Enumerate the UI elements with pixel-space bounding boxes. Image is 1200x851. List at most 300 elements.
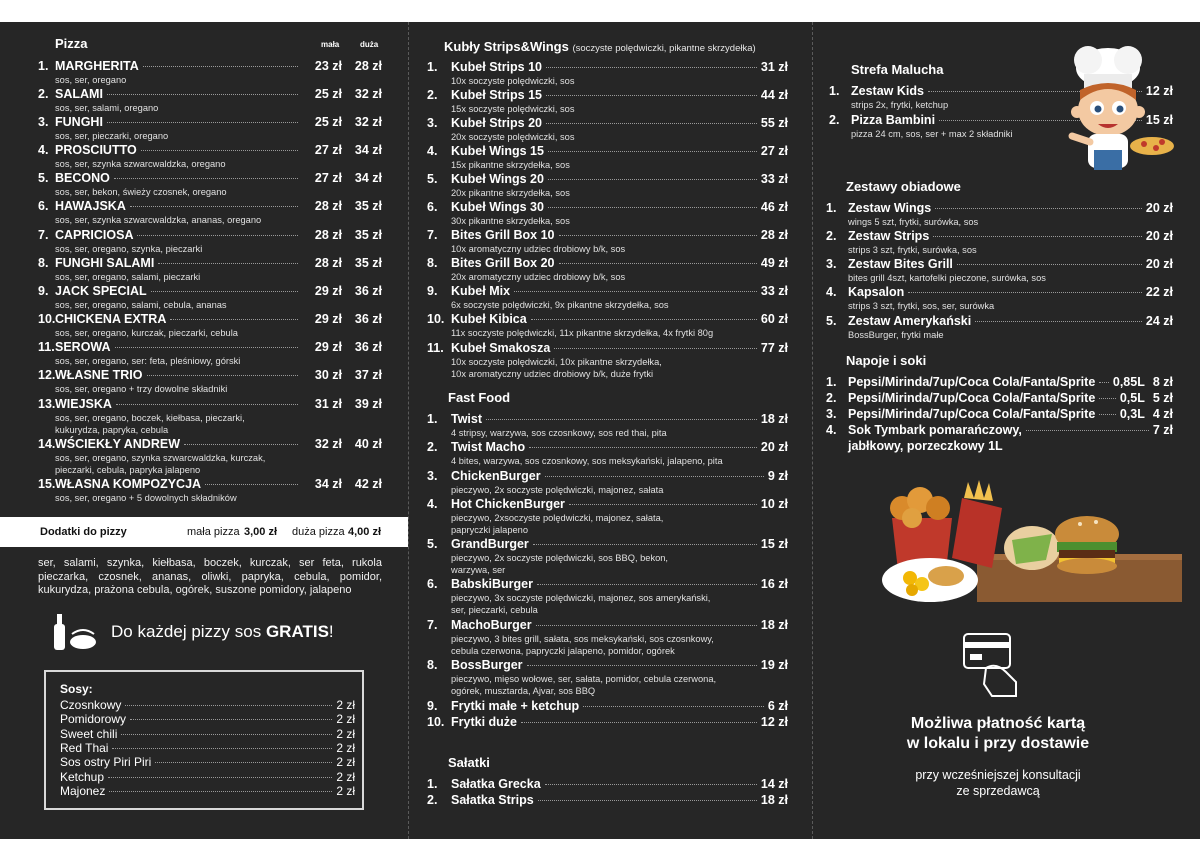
item-description: pieczarki, cebula, papryka jalapeno — [55, 465, 201, 475]
menu-item-row — [427, 469, 788, 483]
item-price: 7 zł — [1152, 423, 1173, 437]
sauce-price: 2 zł — [336, 726, 355, 741]
sauce-price: 2 zł — [336, 740, 355, 755]
item-name: Kubeł Mix — [451, 284, 511, 298]
item-number: 6. — [427, 577, 438, 591]
item-number: 13. — [38, 397, 56, 411]
item-price: 20 zł — [1145, 201, 1173, 215]
item-name: BabskiBurger — [451, 577, 533, 591]
addons-band — [0, 517, 408, 547]
item-price-large: 36 zł — [354, 340, 382, 354]
item-number: 7. — [427, 618, 438, 632]
item-name: JACK SPECIAL — [55, 284, 147, 298]
item-price-small: 28 zł — [314, 199, 342, 213]
item-name: MachoBurger — [451, 618, 532, 632]
sauces-box — [44, 670, 364, 810]
item-name: MARGHERITA — [55, 59, 139, 73]
dot-leader — [548, 151, 757, 152]
item-name: Kubeł Kibica — [451, 312, 527, 326]
dot-leader — [546, 95, 757, 96]
item-price: 44 zł — [760, 88, 788, 102]
payment-line-1: Możliwa płatność kartą — [910, 715, 1086, 732]
item-number: 14. — [38, 437, 56, 451]
item-description: bites grill 4szt, kartofelki pieczone, surówka, sos — [848, 273, 1046, 283]
addons-title: Dodatki do pizzy — [40, 526, 127, 538]
sauce-name: Pomidorowy — [60, 712, 127, 727]
item-price: 55 zł — [760, 116, 788, 130]
item-name: Sałatka Strips — [451, 793, 534, 807]
item-number: 8. — [427, 658, 438, 672]
item-price-large: 32 zł — [354, 115, 382, 129]
item-price: 20 zł — [760, 440, 788, 454]
item-size: 0,5L — [1119, 391, 1145, 405]
item-name: Kubeł Strips 10 — [451, 60, 542, 74]
menu-item-row — [38, 368, 382, 382]
item-price-small: 34 zł — [314, 477, 342, 491]
menu-item-row — [427, 412, 788, 426]
item-number: 2. — [829, 113, 840, 127]
item-number: 9. — [38, 284, 49, 298]
item-description: sos, ser, oregano, salami, pieczarki — [55, 272, 201, 282]
item-description: 6x soczyste polędwiczki, 9x pikantne skrzydełka, sos — [451, 300, 669, 310]
item-number: 6. — [38, 199, 49, 213]
item-description: strips 3 szt, frytki, surówka, sos — [848, 245, 977, 255]
item-description: wings 5 szt, frytki, surówka, sos — [848, 217, 979, 227]
dot-leader — [514, 291, 757, 292]
menu-item-row — [427, 116, 788, 130]
sauce-name: Czosnkowy — [60, 698, 122, 712]
dot-leader — [1099, 414, 1116, 415]
item-price-large: 34 zł — [354, 143, 382, 157]
item-number: 2. — [38, 87, 49, 101]
item-number: 4. — [826, 423, 837, 437]
item-name: WŁASNA KOMPOZYCJA — [55, 477, 202, 491]
item-price-small: 28 zł — [314, 256, 342, 270]
addons-list: ser, salami, szynka, kiełbasa, boczek, kurczak, ser feta, rukola pieczarka, czosnek, ananas, oliwki, papryka, cebula, pomidor, kukurydza, prażona cebula, ogórek, suszone pomidory, jalapeno — [38, 557, 382, 596]
item-name: Kubeł Strips 20 — [451, 116, 542, 130]
sauce-name: Red Thai — [60, 740, 109, 755]
item-name: Kubeł Wings 30 — [451, 200, 544, 214]
item-description: 20x soczyste polędwiczki, sos — [451, 132, 575, 142]
menu-item-row — [38, 115, 382, 129]
item-number: 4. — [38, 143, 49, 157]
item-description: 10x soczyste polędwiczki, sos — [451, 76, 575, 86]
menu-item-row — [427, 658, 788, 672]
item-number: 5. — [427, 537, 438, 551]
sauce-row — [60, 712, 355, 726]
item-description: sos, ser, szynka szwarcwaldzka, ananas, oregano — [55, 215, 262, 225]
dot-leader — [559, 235, 757, 236]
item-description: sos, ser, szynka szwarcwaldzka, oregano — [55, 159, 226, 169]
menu-item-row — [427, 88, 788, 102]
menu-item-row — [427, 341, 788, 355]
item-name: FUNGHI — [55, 115, 103, 129]
sauce-row — [60, 698, 355, 712]
item-price: 12 zł — [760, 715, 788, 729]
menu-item-row — [427, 200, 788, 214]
item-number: 5. — [38, 171, 49, 185]
item-name: Twist — [451, 412, 483, 426]
item-price-small: 29 zł — [314, 340, 342, 354]
menu-item-row — [38, 284, 382, 298]
item-price: 10 zł — [760, 497, 788, 511]
menu-item-row — [427, 256, 788, 270]
item-number: 10. — [427, 312, 445, 326]
dot-leader — [533, 544, 757, 545]
item-price-small: 29 zł — [314, 312, 342, 326]
dot-leader — [205, 484, 298, 485]
item-description: pieczywo, 2xsoczyste polędwiczki, majonez, sałata, — [451, 513, 664, 523]
item-description: ser, pieczarki, cebula — [451, 605, 538, 615]
item-number: 15. — [38, 477, 56, 491]
dot-leader — [125, 705, 332, 706]
item-price: 20 zł — [1145, 257, 1173, 271]
dot-leader — [537, 584, 757, 585]
item-number: 10. — [427, 715, 445, 729]
item-name: Frytki małe + ketchup — [451, 699, 580, 713]
item-price-large: 28 zł — [354, 59, 382, 73]
item-name: Kubeł Wings 20 — [451, 172, 544, 186]
item-name: GrandBurger — [451, 537, 529, 551]
menu-item-row — [38, 228, 382, 242]
item-name: Twist Macho — [451, 440, 526, 454]
item-name: Kapsalon — [848, 285, 905, 299]
menu-item-row — [38, 87, 382, 101]
item-description: 10x soczyste polędwiczki, 10x pikantne skrzydełka, — [451, 357, 662, 367]
item-number: 1. — [826, 375, 837, 389]
item-name: Sałatka Grecka — [451, 777, 541, 791]
menu-item-row — [427, 497, 788, 511]
dot-leader — [107, 122, 298, 123]
dot-leader — [908, 292, 1142, 293]
menu-item-row — [826, 375, 1173, 389]
dot-leader — [1099, 382, 1109, 383]
pizza-title: Pizza — [55, 36, 88, 51]
fastfood-title: Fast Food — [448, 390, 511, 405]
buckets-title: Kubły Strips&Wings (soczyste polędwiczki, pikantne skrzydełka) — [444, 39, 756, 54]
menu-item-row — [427, 618, 788, 632]
dot-leader — [158, 263, 298, 264]
item-description: kukurydza, papryka, cebula — [55, 425, 169, 435]
menu-item-row — [38, 397, 382, 411]
item-number: 7. — [427, 228, 438, 242]
dot-leader — [141, 150, 298, 151]
item-number: 11. — [427, 341, 444, 355]
item-name: WIEJSKA — [55, 397, 112, 411]
menu-item-row — [826, 257, 1173, 271]
dot-leader — [130, 719, 332, 720]
item-price: 12 zł — [1145, 84, 1173, 98]
item-name: Pepsi/Mirinda/7up/Coca Cola/Fanta/Sprite — [848, 375, 1096, 389]
sauce-price: 2 zł — [336, 712, 355, 727]
menu-item-row — [427, 537, 788, 551]
item-description: 15x soczyste polędwiczki, sos — [451, 104, 575, 114]
item-price: 33 zł — [760, 172, 788, 186]
item-price: 15 zł — [760, 537, 788, 551]
item-number: 8. — [427, 256, 438, 270]
dot-leader — [1026, 430, 1149, 431]
sauce-bottle-icon — [50, 612, 98, 657]
sauce-price: 2 zł — [336, 769, 355, 784]
item-price: 8 zł — [1152, 375, 1173, 389]
item-description: 4 stripsy, warzywa, sos czosnkowy, sos red thai, pita — [451, 428, 667, 438]
menu-item-row — [427, 228, 788, 242]
item-price-small: 23 zł — [314, 59, 342, 73]
item-description: sos, ser, bekon, świeży czosnek, oregano — [55, 187, 227, 197]
item-number: 4. — [427, 497, 438, 511]
item-description: sos, ser, oregano, szynka szwarcwaldzka, kurczak, — [55, 453, 266, 463]
item-description: pizza 24 cm, sos, ser + max 2 składniki — [851, 129, 1013, 139]
item-number: 1. — [826, 201, 837, 215]
item-description: ogórek, musztarda, Ajvar, sos BBQ — [451, 686, 596, 696]
menu-item-row — [826, 314, 1173, 328]
item-description: strips 3 szt, frytki, sos, ser, surówka — [848, 301, 995, 311]
item-price-small: 25 zł — [314, 115, 342, 129]
dot-leader — [957, 264, 1142, 265]
item-number: 3. — [427, 116, 438, 130]
item-name: ChickenBurger — [451, 469, 541, 483]
dot-leader — [933, 236, 1142, 237]
item-description: sos, ser, oregano + 5 dowolnych składników — [55, 493, 237, 503]
item-name: Sok Tymbark pomarańczowy, — [848, 423, 1022, 437]
item-size: 0,3L — [1119, 407, 1145, 421]
item-description: 15x pikantne skrzydełka, sos — [451, 160, 570, 170]
item-number: 1. — [427, 777, 438, 791]
dot-leader — [130, 206, 298, 207]
item-price: 60 zł — [760, 312, 788, 326]
item-description: warzywa, ser — [451, 565, 506, 575]
menu-item-row — [427, 284, 788, 298]
dot-leader — [147, 375, 299, 376]
item-price: 77 zł — [760, 341, 788, 355]
item-size: 0,85L — [1112, 375, 1145, 389]
item-price: 15 zł — [1145, 113, 1173, 127]
menu-item-row — [427, 440, 788, 454]
sauce-price: 2 zł — [336, 783, 355, 798]
item-name: BECONO — [55, 171, 110, 185]
item-price: 16 zł — [760, 577, 788, 591]
item-price-small: 27 zł — [314, 143, 342, 157]
item-number: 5. — [427, 172, 438, 186]
item-number: 1. — [427, 412, 438, 426]
item-price: 22 zł — [1145, 285, 1173, 299]
item-number: 7. — [38, 228, 49, 242]
item-description: 4 bites, warzywa, sos czosnkowy, sos meksykański, jalapeno, pita — [451, 456, 723, 466]
menu-item-row — [38, 199, 382, 213]
item-name: Bites Grill Box 10 — [451, 228, 555, 242]
dot-leader — [143, 66, 298, 67]
item-name: Pepsi/Mirinda/7up/Coca Cola/Fanta/Sprite — [848, 407, 1096, 421]
item-description: pieczywo, 2x soczyste polędwiczki, majonez, sałata — [451, 485, 664, 495]
item-name: SALAMI — [55, 87, 103, 101]
item-name: BossBurger — [451, 658, 523, 672]
item-name: Zestaw Strips — [848, 229, 930, 243]
dot-leader — [538, 800, 757, 801]
item-price: 19 zł — [760, 658, 788, 672]
menu-item-row — [826, 229, 1173, 243]
item-price-small: 29 zł — [314, 284, 342, 298]
item-price: 4 zł — [1152, 407, 1173, 421]
item-description: pieczywo, 3 bites grill, sałata, sos meksykański, sos czosnkowy, — [451, 634, 714, 644]
item-number: 1. — [829, 84, 840, 98]
dot-leader — [548, 179, 757, 180]
item-number: 9. — [427, 699, 438, 713]
pizza-col-large: duża — [360, 40, 379, 49]
menu-item-row — [427, 144, 788, 158]
item-description: sos, ser, oregano — [55, 75, 127, 85]
item-price: 27 zł — [760, 144, 788, 158]
dot-leader — [527, 665, 757, 666]
item-price: 46 zł — [760, 200, 788, 214]
dot-leader — [121, 734, 332, 735]
item-price: 33 zł — [760, 284, 788, 298]
dot-leader — [184, 444, 298, 445]
item-name: CHICKENA EXTRA — [55, 312, 167, 326]
dot-leader — [155, 762, 332, 763]
dot-leader — [531, 319, 757, 320]
dot-leader — [115, 347, 298, 348]
menu-item-row — [38, 312, 382, 326]
dot-leader — [521, 722, 757, 723]
item-name: Kubeł Strips 15 — [451, 88, 542, 102]
item-description: sos, ser, oregano, salami, cebula, ananas — [55, 300, 227, 310]
item-description: 11x soczyste polędwiczki, 11x pikantne skrzydełka, 4x frytki 80g — [451, 328, 714, 338]
menu-item-row — [38, 256, 382, 270]
item-description: pieczywo, 2x soczyste polędwiczki, sos BBQ, bekon, — [451, 553, 669, 563]
item-number: 4. — [826, 285, 837, 299]
sauce-row — [60, 784, 355, 798]
item-description: sos, ser, oregano + trzy dowolne składniki — [55, 384, 228, 394]
item-number: 1. — [427, 60, 438, 74]
sauce-name: Ketchup — [60, 769, 105, 784]
item-number: 9. — [427, 284, 438, 298]
item-description: 20x aromatyczny udziec drobiowy b/k, sos — [451, 272, 626, 282]
addons-small-price: 3,00 zł — [244, 526, 278, 538]
item-price-small: 27 zł — [314, 171, 342, 185]
item-price: 20 zł — [1145, 229, 1173, 243]
item-price: 9 zł — [767, 469, 788, 483]
dot-leader — [108, 777, 332, 778]
dot-leader — [486, 419, 757, 420]
item-number: 8. — [38, 256, 49, 270]
sauce-row — [60, 755, 355, 769]
dot-leader — [545, 476, 764, 477]
item-price-large: 36 zł — [354, 284, 382, 298]
item-number: 10. — [38, 312, 56, 326]
item-name: Pepsi/Mirinda/7up/Coca Cola/Fanta/Sprite — [848, 391, 1096, 405]
item-name: Kubeł Wings 15 — [451, 144, 544, 158]
item-number: 2. — [427, 793, 438, 807]
item-name: Frytki duże — [451, 715, 517, 729]
menu-item-row — [826, 391, 1173, 405]
item-number: 3. — [826, 257, 837, 271]
item-description: papryczki jalapeno — [451, 525, 529, 535]
item-price-small: 25 zł — [314, 87, 342, 101]
item-description: BossBurger, frytki małe — [848, 330, 944, 340]
lunch-title: Zestawy obiadowe — [846, 179, 961, 194]
item-description: 10x aromatyczny udziec drobiowy b/k, sos — [451, 244, 626, 254]
pizza-col-small: mała — [321, 40, 340, 49]
item-number: 2. — [427, 88, 438, 102]
sauce-row — [60, 741, 355, 755]
dot-leader — [137, 235, 298, 236]
item-name: FUNGHI SALAMI — [55, 256, 155, 270]
item-number: 2. — [427, 440, 438, 454]
item-price: 18 zł — [760, 412, 788, 426]
dot-leader — [569, 504, 757, 505]
payment-line-3: przy wcześniejszej konsultacji — [915, 768, 1081, 782]
item-name: Bites Grill Box 20 — [451, 256, 555, 270]
item-number: 3. — [427, 469, 438, 483]
item-price-large: 40 zł — [354, 437, 382, 451]
item-description: sos, ser, oregano, ser: feta, pleśniowy, górski — [55, 356, 241, 366]
addons-large-label: duża pizza — [292, 526, 345, 538]
drink-name-line-2: jabłkowy, porzeczkowy 1L — [848, 439, 1003, 453]
item-price-large: 36 zł — [354, 312, 382, 326]
item-name: PROSCIUTTO — [55, 143, 137, 157]
menu-item-row — [38, 340, 382, 354]
item-number: 11. — [38, 340, 55, 354]
item-description: sos, ser, pieczarki, oregano — [55, 131, 169, 141]
item-number: 3. — [826, 407, 837, 421]
item-description: sos, ser, oregano, szynka, pieczarki — [55, 244, 203, 254]
salads-title: Sałatki — [448, 755, 490, 770]
dot-leader — [529, 447, 757, 448]
card-payment-icon — [956, 630, 1036, 705]
item-number: 2. — [826, 391, 837, 405]
sauce-name: Sos ostry Piri Piri — [60, 755, 152, 770]
sauce-row — [60, 727, 355, 741]
item-price-large: 37 zł — [354, 368, 382, 382]
item-price-large: 42 zł — [354, 477, 382, 491]
item-description: pieczywo, 3x soczyste polędwiczki, majonez, sos amerykański, — [451, 593, 711, 603]
item-name: Zestaw Bites Grill — [848, 257, 953, 271]
item-name: HAWAJSKA — [55, 199, 126, 213]
item-name: Kubeł Smakosza — [451, 341, 551, 355]
sauce-name: Majonez — [60, 783, 106, 798]
addons-small-label: mała pizza — [187, 526, 240, 538]
menu-item-row — [427, 312, 788, 326]
item-number: 12. — [38, 368, 56, 382]
item-price-small: 30 zł — [314, 368, 342, 382]
dot-leader — [114, 178, 298, 179]
drinks-title: Napoje i soki — [846, 353, 927, 368]
menu-item-row — [38, 59, 382, 73]
dot-leader — [112, 748, 332, 749]
item-price-large: 35 zł — [354, 199, 382, 213]
column-divider — [408, 22, 409, 839]
item-number: 6. — [427, 200, 438, 214]
dot-leader — [975, 321, 1142, 322]
gratis-note: Do każdej pizzy sos GRATIS! — [111, 622, 334, 641]
menu-item-row — [826, 423, 1173, 437]
item-number: 5. — [826, 314, 837, 328]
item-description: strips 2x, frytki, ketchup — [851, 100, 949, 110]
item-price-large: 32 zł — [354, 87, 382, 101]
menu-item-row — [38, 437, 382, 451]
item-name: WŚCIEKŁY ANDREW — [55, 437, 180, 451]
dot-leader — [554, 348, 757, 349]
menu-item-row — [38, 477, 382, 491]
dot-leader — [151, 291, 298, 292]
payment-line-2: w lokalu i przy dostawie — [906, 735, 1090, 752]
item-price: 24 zł — [1145, 314, 1173, 328]
item-price-large: 39 zł — [354, 397, 382, 411]
dot-leader — [548, 207, 757, 208]
item-price: 14 zł — [760, 777, 788, 791]
chef-mascot-icon — [1028, 38, 1178, 183]
item-name: WŁASNE TRIO — [55, 368, 143, 382]
